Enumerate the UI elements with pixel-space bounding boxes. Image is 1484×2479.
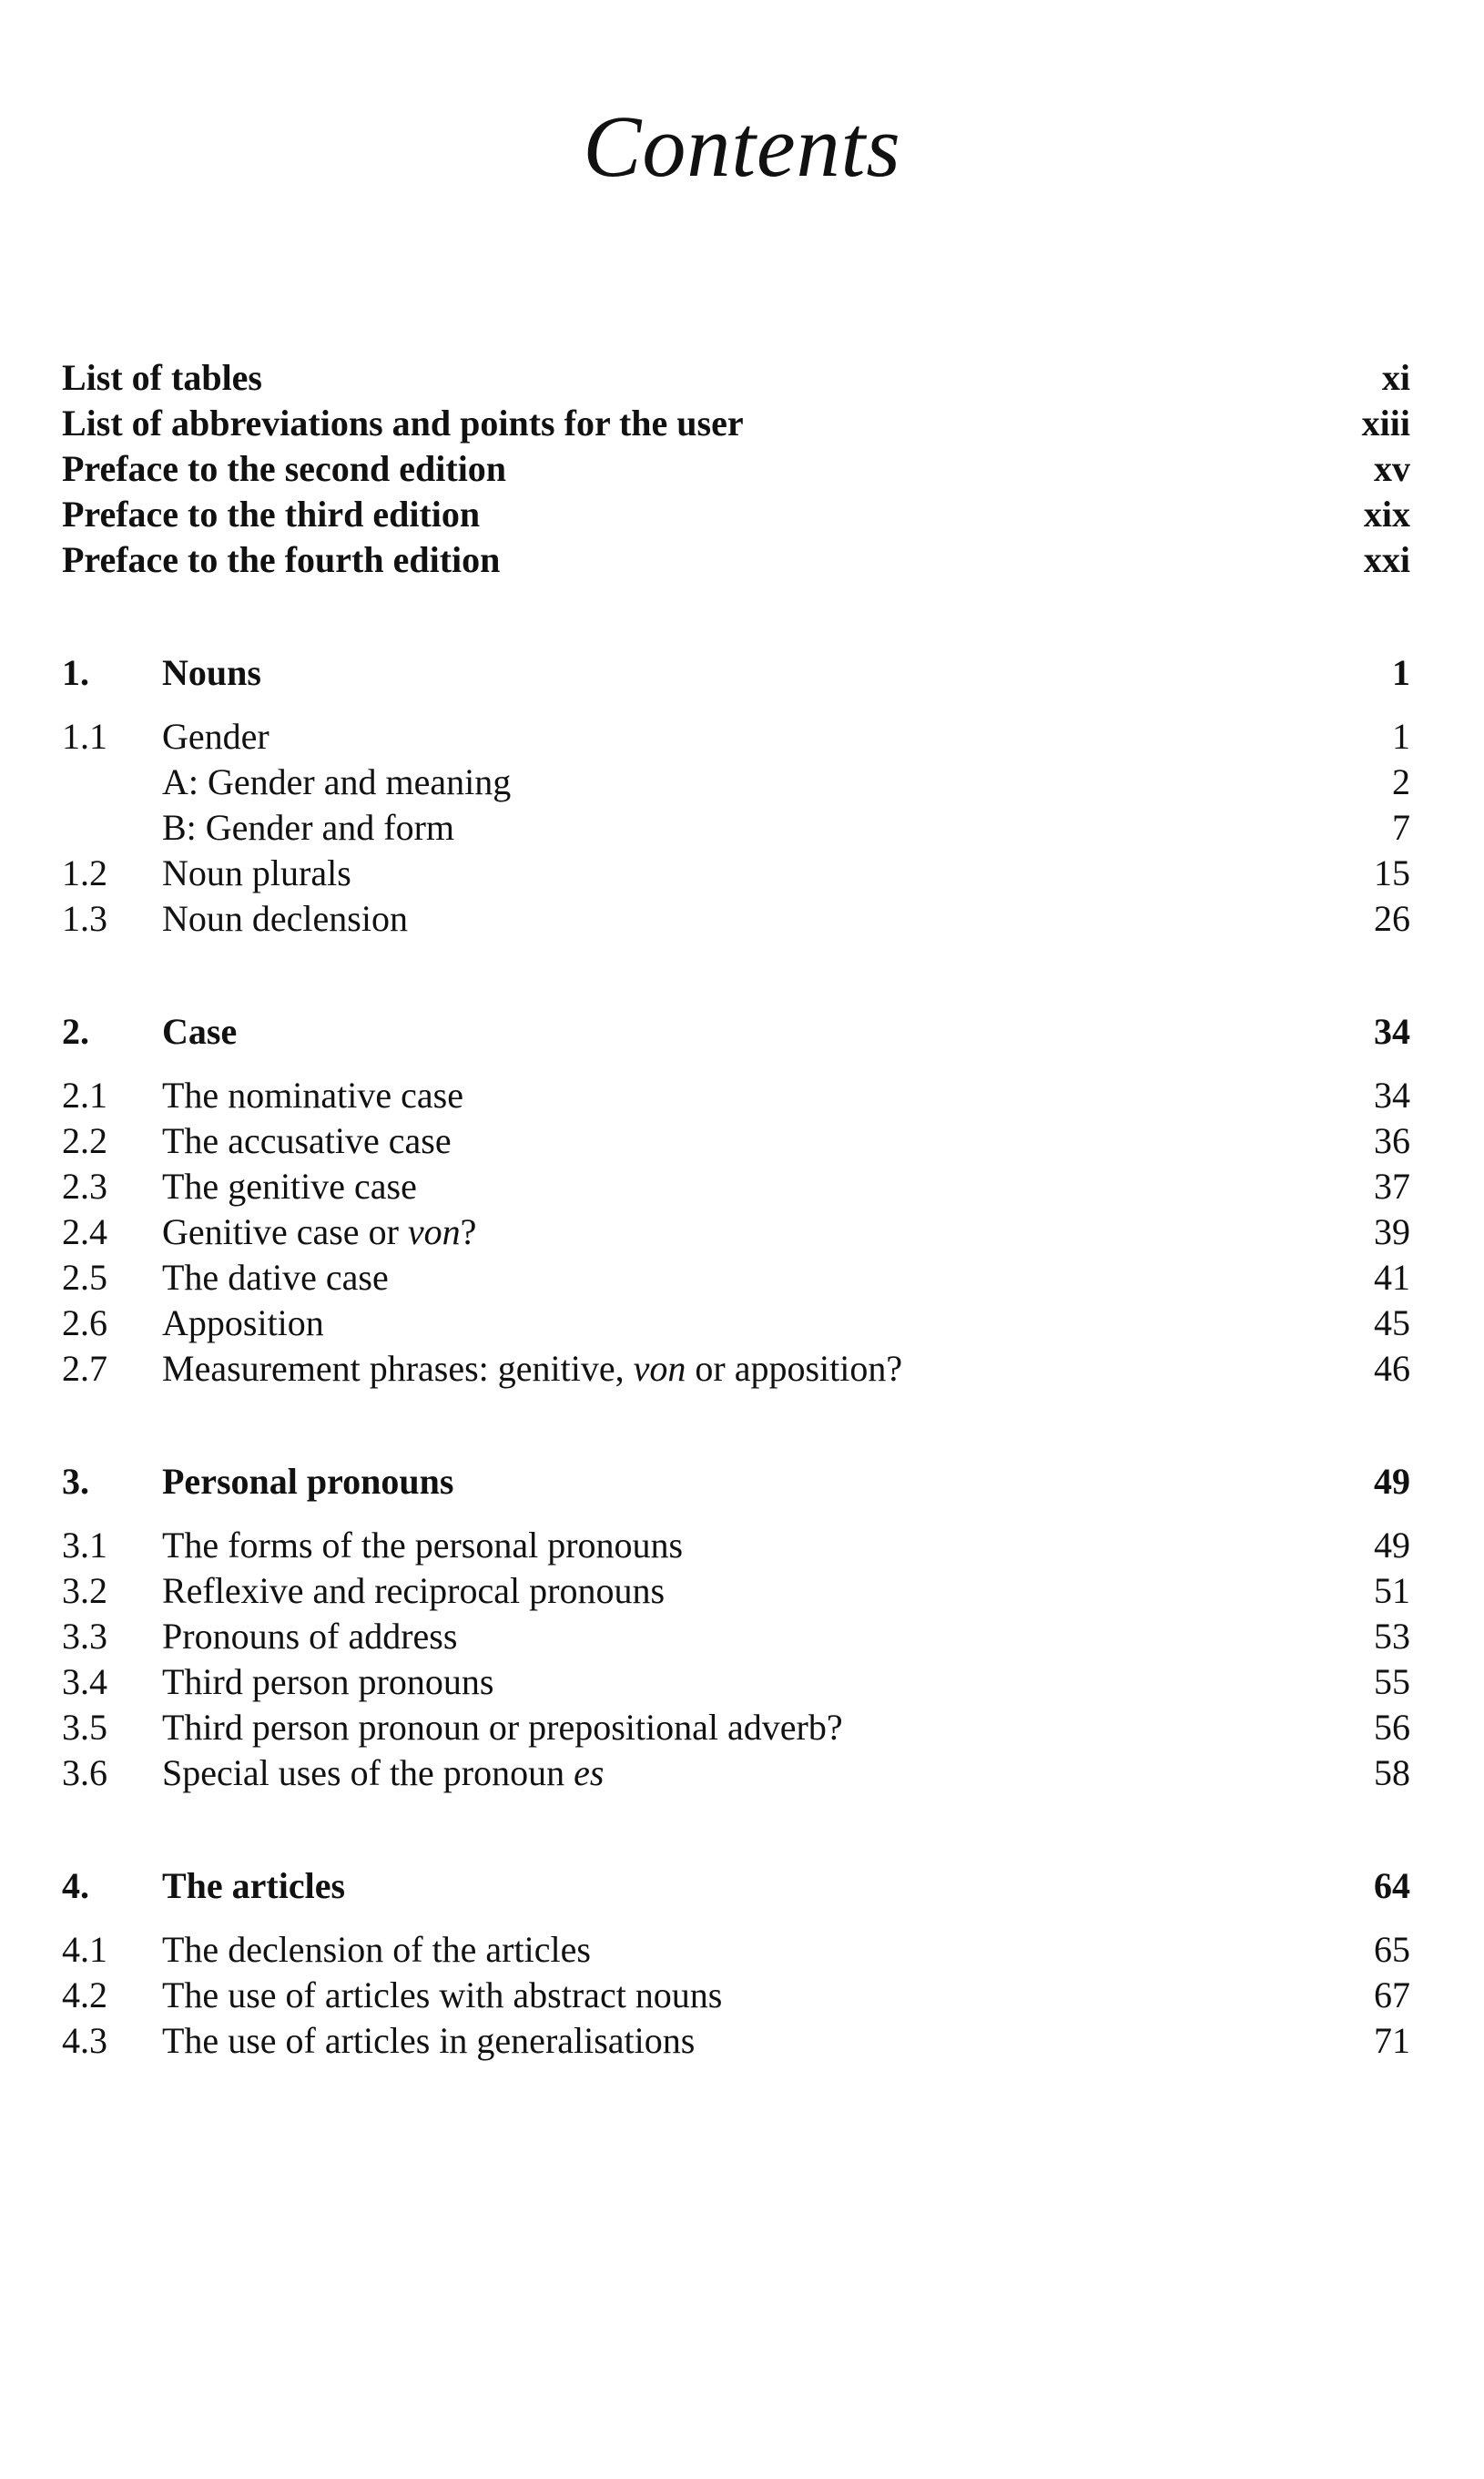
section-entry[interactable] bbox=[62, 1164, 1410, 1209]
section-page: 7 bbox=[1392, 807, 1410, 848]
section-title bbox=[162, 1750, 604, 1796]
chapter-page: 34 bbox=[1374, 1011, 1410, 1052]
section-page: 56 bbox=[1374, 1707, 1410, 1748]
section-number: 2.5 bbox=[62, 1257, 107, 1298]
section-page: 58 bbox=[1374, 1752, 1410, 1793]
entry-page: xix bbox=[1363, 494, 1410, 535]
section-number: 3.2 bbox=[62, 1570, 107, 1611]
toc-entry-preface-fourth-edition[interactable] bbox=[62, 537, 1410, 583]
subsection-entry[interactable] bbox=[62, 805, 1410, 851]
chapter-heading-the-articles[interactable] bbox=[62, 1863, 1410, 1909]
chapter-page: 1 bbox=[1392, 652, 1410, 693]
section-title-text-end: or apposition? bbox=[686, 1348, 903, 1389]
section-number: 3.1 bbox=[62, 1525, 107, 1566]
entry-page: xiii bbox=[1361, 403, 1410, 444]
subsection-entry[interactable] bbox=[62, 760, 1410, 805]
section-number: 2.3 bbox=[62, 1166, 107, 1207]
section-entry[interactable] bbox=[62, 851, 1410, 896]
section-title: B: Gender and form bbox=[162, 807, 455, 848]
section-page: 41 bbox=[1374, 1257, 1410, 1298]
section-title: Apposition bbox=[162, 1302, 324, 1343]
section-number: 3.6 bbox=[62, 1752, 107, 1793]
toc-entry-preface-third-edition[interactable] bbox=[62, 492, 1410, 537]
section-entry[interactable] bbox=[62, 1255, 1410, 1301]
section-title: The forms of the personal pronouns bbox=[162, 1525, 684, 1566]
section-page: 46 bbox=[1374, 1348, 1410, 1389]
section-entry[interactable] bbox=[62, 1705, 1410, 1750]
section-entry[interactable] bbox=[62, 896, 1410, 942]
toc-entry-preface-second-edition[interactable] bbox=[62, 446, 1410, 492]
section-title-italic: von bbox=[407, 1211, 461, 1252]
entry-page: xv bbox=[1374, 448, 1410, 489]
section-number: 2.2 bbox=[62, 1120, 107, 1161]
section-page: 67 bbox=[1374, 1974, 1410, 2015]
section-title: The use of articles in generalisations bbox=[162, 2020, 696, 2061]
page-title: Contents bbox=[583, 97, 901, 196]
section-entry[interactable] bbox=[62, 1568, 1410, 1614]
section-title: The nominative case bbox=[162, 1075, 463, 1116]
section-number: 2.6 bbox=[62, 1302, 107, 1343]
section-page: 37 bbox=[1374, 1166, 1410, 1207]
entry-title: Preface to the fourth edition bbox=[62, 539, 501, 580]
section-number: 3.3 bbox=[62, 1616, 107, 1657]
entry-title: Preface to the third edition bbox=[62, 494, 481, 535]
section-title: The genitive case bbox=[162, 1166, 417, 1207]
section-title bbox=[162, 1346, 902, 1392]
toc-entry-list-of-tables[interactable] bbox=[62, 355, 1410, 401]
section-page: 55 bbox=[1374, 1661, 1410, 1702]
section-page: 2 bbox=[1392, 761, 1410, 802]
section-title-text: Special uses of the pronoun bbox=[162, 1752, 574, 1793]
section-page: 49 bbox=[1374, 1525, 1410, 1566]
section-title bbox=[162, 1209, 476, 1255]
section-number: 2.4 bbox=[62, 1211, 107, 1252]
chapter-heading-personal-pronouns[interactable] bbox=[62, 1459, 1410, 1505]
section-title-text-end: ? bbox=[460, 1211, 477, 1252]
section-title: Gender bbox=[162, 716, 269, 757]
entry-page: xi bbox=[1381, 357, 1410, 398]
chapter-title: Personal pronouns bbox=[162, 1461, 454, 1502]
section-number: 1.1 bbox=[62, 716, 107, 757]
section-entry[interactable] bbox=[62, 1346, 1410, 1392]
section-title: The accusative case bbox=[162, 1120, 452, 1161]
section-page: 39 bbox=[1374, 1211, 1410, 1252]
chapter-number: 3. bbox=[62, 1461, 89, 1502]
chapter-heading-case[interactable] bbox=[62, 1009, 1410, 1055]
section-title-italic: es bbox=[574, 1752, 605, 1793]
section-title: The declension of the articles bbox=[162, 1929, 591, 1970]
section-entry[interactable] bbox=[62, 1973, 1410, 2018]
chapter-title: The articles bbox=[162, 1865, 346, 1906]
section-page: 71 bbox=[1374, 2020, 1410, 2061]
section-page: 51 bbox=[1374, 1570, 1410, 1611]
section-number: 2.7 bbox=[62, 1348, 107, 1389]
section-title: Third person pronouns bbox=[162, 1661, 494, 1702]
section-number: 3.5 bbox=[62, 1707, 107, 1748]
section-page: 36 bbox=[1374, 1120, 1410, 1161]
section-title: Noun declension bbox=[162, 898, 408, 939]
section-number: 2.1 bbox=[62, 1075, 107, 1116]
section-entry[interactable] bbox=[62, 1118, 1410, 1164]
entry-title: List of tables bbox=[62, 357, 262, 398]
section-entry[interactable] bbox=[62, 1073, 1410, 1118]
section-number: 4.2 bbox=[62, 1974, 107, 2015]
chapter-number: 2. bbox=[62, 1011, 89, 1052]
section-title: The use of articles with abstract nouns bbox=[162, 1974, 723, 2015]
section-page: 26 bbox=[1374, 898, 1410, 939]
section-page: 1 bbox=[1392, 716, 1410, 757]
chapter-number: 1. bbox=[62, 652, 89, 693]
section-title-text: Measurement phrases: genitive, bbox=[162, 1348, 634, 1389]
section-title: Third person pronoun or prepositional adverb? bbox=[162, 1707, 843, 1748]
section-entry[interactable] bbox=[62, 1614, 1410, 1659]
chapter-heading-nouns[interactable] bbox=[62, 650, 1410, 696]
chapter-number: 4. bbox=[62, 1865, 89, 1906]
section-title-italic: von bbox=[633, 1348, 686, 1389]
section-entry[interactable] bbox=[62, 1523, 1410, 1568]
chapter-title: Nouns bbox=[162, 652, 261, 693]
section-page: 15 bbox=[1374, 852, 1410, 893]
entry-title: List of abbreviations and points for the user bbox=[62, 403, 744, 444]
chapter-page: 49 bbox=[1374, 1461, 1410, 1502]
section-title: Noun plurals bbox=[162, 852, 351, 893]
section-entry[interactable] bbox=[62, 1750, 1410, 1796]
section-title: Reflexive and reciprocal pronouns bbox=[162, 1570, 666, 1611]
section-entry[interactable] bbox=[62, 1659, 1410, 1705]
section-page: 65 bbox=[1374, 1929, 1410, 1970]
entry-title: Preface to the second edition bbox=[62, 448, 507, 489]
section-entry[interactable] bbox=[62, 1209, 1410, 1255]
section-title: A: Gender and meaning bbox=[162, 761, 512, 802]
toc-entry-list-of-abbreviations[interactable] bbox=[62, 401, 1410, 446]
section-title-text: Genitive case or bbox=[162, 1211, 408, 1252]
section-page: 53 bbox=[1374, 1616, 1410, 1657]
section-title: The dative case bbox=[162, 1257, 389, 1298]
section-number: 4.3 bbox=[62, 2020, 107, 2061]
section-entry[interactable] bbox=[62, 714, 1410, 760]
section-entry[interactable] bbox=[62, 1301, 1410, 1346]
section-entry[interactable] bbox=[62, 1927, 1410, 1973]
section-number: 3.4 bbox=[62, 1661, 107, 1702]
section-number: 4.1 bbox=[62, 1929, 107, 1970]
section-page: 34 bbox=[1374, 1075, 1410, 1116]
section-number: 1.2 bbox=[62, 852, 107, 893]
entry-page: xxi bbox=[1363, 539, 1410, 580]
section-entry[interactable] bbox=[62, 2018, 1410, 2064]
table-of-contents bbox=[62, 0, 1410, 2479]
chapter-page: 64 bbox=[1374, 1865, 1410, 1906]
section-page: 45 bbox=[1374, 1302, 1410, 1343]
chapter-title: Case bbox=[162, 1011, 238, 1052]
section-title: Pronouns of address bbox=[162, 1616, 458, 1657]
section-number: 1.3 bbox=[62, 898, 107, 939]
